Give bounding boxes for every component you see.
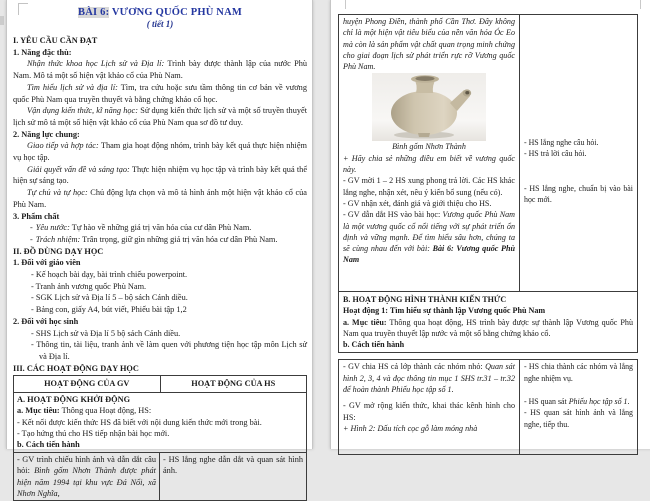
gv-cell bbox=[14, 453, 160, 501]
hs-end: . bbox=[627, 397, 630, 407]
paragraph bbox=[13, 105, 307, 128]
page-edge-mark bbox=[0, 16, 4, 25]
activities-table bbox=[13, 375, 307, 501]
ceramic-pot-photo bbox=[372, 73, 486, 141]
lesson-reference: Bài 6: Vương quốc Phù Nam bbox=[343, 244, 515, 265]
activity-b-heading: B. HOẠT ĐỘNG HÌNH THÀNH KIẾN THỨC bbox=[343, 295, 507, 304]
title-rest: VƯƠNG QUỐC PHÙ NAM bbox=[109, 7, 242, 18]
table-header-gv: HOẠT ĐỘNG CỦA GV bbox=[14, 376, 161, 391]
dash: - bbox=[30, 223, 33, 233]
hs-step: - HS lắng nghe, chuẩn bị vào bài học mới. bbox=[524, 183, 633, 204]
list-item-text: Tự hào về những giá trị văn hóa của cư dân Phù Nam. bbox=[69, 223, 252, 233]
paragraph-text: Thực hiện nhiệm vụ học tập và trình bày kết quả thể hiện sự sáng tạo. bbox=[13, 164, 307, 186]
heading-nang-luc-chung: 2. Năng lực chung: bbox=[13, 129, 80, 139]
paragraph bbox=[13, 82, 307, 105]
hs-step: - HS quan sát hình ảnh và lắng nghe, tiếp thu. bbox=[524, 408, 633, 429]
list-item: - SGK Lịch sử và Địa lí 5 – bộ sách Cánh diều. bbox=[31, 293, 188, 303]
table-header-row bbox=[14, 376, 306, 391]
paragraph-lead: Vận dụng kiến thức, kĩ năng học: bbox=[27, 106, 139, 116]
gv-cell bbox=[339, 360, 520, 454]
hs-cell bbox=[520, 15, 637, 291]
hs-step: - HS trả lời câu hỏi. bbox=[524, 149, 587, 159]
paragraph-text: Trình bày được thành lập của nước Phù Nam. Mô tả một số hiện vật khảo cổ của Phù Nam. bbox=[13, 59, 307, 81]
paragraph-text: Chủ động lựa chọn và mô tả hình ảnh một hiện vật khảo cổ của Phù Nam. bbox=[13, 188, 307, 209]
gv-step: - GV mời 1 – 2 HS xung phong trả lời. Các HS khác lắng nghe, nhận xét, nêu ý kiến bổ sung (nếu có). bbox=[343, 176, 515, 197]
activities-table-continued bbox=[338, 14, 638, 353]
paragraph bbox=[13, 140, 307, 163]
muc-tieu-label: a. Mục tiêu: bbox=[343, 317, 387, 327]
paragraph-lead: Giao tiếp và hợp tác: bbox=[27, 141, 99, 151]
table-row-gv-hs bbox=[14, 452, 306, 501]
heading-cac-hoat-dong: III. CÁC HOẠT ĐỘNG DẠY HỌC bbox=[13, 363, 139, 373]
paragraph-text: Sử dụng kiến thức lịch sử và một số truyền thuyết lịch sử mô tả một số hiện vật khảo cổ của Phù Nam qua sơ đồ tư duy. bbox=[13, 106, 307, 127]
gv-lead: - GV trình chiếu hình ảnh và dẫn dắt câu hỏi: bbox=[17, 454, 156, 476]
cach-tien-hanh-heading: b. Cách tiến hành bbox=[17, 440, 80, 450]
gv-step: - GV nhận xét, đánh giá và giới thiệu cho HS. bbox=[343, 198, 492, 208]
list-item-lead: Yêu nước: bbox=[35, 223, 70, 233]
spacer bbox=[524, 384, 633, 396]
hs-cell bbox=[520, 360, 637, 454]
gv-lead: - GV chia HS cả lớp thành các nhóm nhỏ: bbox=[343, 362, 486, 372]
gv-quote: Vương quốc Phù Nam là một vương quốc cổ nổi tiếng với sự phát triển ổn định và vững mạnh. Để tìm hiểu sâu hơn, chúng ta sẽ cùng nhau đến với bài: bbox=[343, 210, 515, 254]
muc-tieu-text: Thông qua hoạt động, HS trình bày được sự thành lập Vương quốc Phù Nam qua truyền thuyết lập nước và một số bằng chứng khảo cổ. bbox=[343, 317, 633, 338]
list-item: - SHS Lịch sử và Địa lí 5 bộ sách Cánh diều. bbox=[31, 328, 181, 338]
muc-tieu-line bbox=[343, 317, 633, 340]
list-item-lead: Trách nhiệm: bbox=[35, 234, 81, 244]
table-row-hinh-thanh-kien-thuc bbox=[339, 291, 637, 352]
list-item bbox=[13, 234, 307, 246]
list-item-text: Trân trọng, giữ gìn những giá trị văn hóa cư dân Phù Nam. bbox=[80, 234, 278, 244]
list-item: - Tạo hứng thú cho HS tiếp nhận bài học mới. bbox=[17, 429, 170, 439]
table-row-khoi-dong bbox=[14, 392, 306, 452]
table-row-gv-hs-2 bbox=[338, 359, 638, 455]
hs-ref: Phiếu học tập số 1 bbox=[568, 397, 628, 407]
hs-lead: - HS quan sát bbox=[524, 397, 569, 407]
gv-cell bbox=[339, 15, 520, 291]
paragraph-lead: Tự chủ và tự học: bbox=[27, 188, 88, 198]
paragraph bbox=[13, 58, 307, 81]
highlighted-title-part: BÀI 6: bbox=[78, 7, 110, 18]
gv-step: - GV mở rộng kiến thức, khai thác kênh hình cho HS: bbox=[343, 401, 515, 422]
hs-text: - HS lắng nghe dẫn dắt và quan sát hình ảnh. bbox=[163, 454, 303, 476]
heading-yeu-cau-can-dat: I. YÊU CẦU CẦN ĐẠT bbox=[13, 36, 98, 45]
cach-tien-hanh-heading: b. Cách tiến hành bbox=[343, 340, 405, 350]
paragraph-text: Tìm, tra cứu hoặc sưu tầm thông tin cơ bản về vương quốc Phù Nam qua truyền thuyết và bằng chứng khảo cổ học. bbox=[13, 82, 307, 104]
spacer bbox=[524, 160, 633, 183]
image-caption: Bình gốm Nhơn Thành bbox=[392, 142, 466, 152]
lesson-title bbox=[13, 6, 307, 19]
gv-task: Quan sát hình 2, 3, 4 và đọc thông tin mục 1 SHS tr.31 – tr.32 để hoàn thành Phiếu học tập số 1. bbox=[343, 362, 515, 395]
heading-doi-voi-giao-vien: 1. Đối với giáo viên bbox=[13, 258, 81, 268]
gv-step bbox=[343, 361, 515, 395]
list-item: - Kết nối được kiến thức HS đã biết với nội dung kiến thức mới trong bài. bbox=[17, 417, 262, 427]
list-item: - Kế hoạch bài dạy, bài trình chiếu powerpoint. bbox=[31, 270, 188, 280]
muc-tieu-label: a. Mục tiêu: bbox=[17, 406, 60, 416]
paragraph-lead: Tìm hiểu lịch sử và địa lí: bbox=[27, 82, 118, 92]
muc-tieu-line bbox=[17, 405, 303, 416]
hs-step: - HS chia thành các nhóm và lắng nghe nhiệm vụ. bbox=[524, 362, 633, 383]
page-left bbox=[6, 0, 313, 499]
heading-nang-dac-thu: 1. Năng đặc thù: bbox=[13, 47, 72, 57]
gv-quote-continued: huyện Phong Điền, thành phố Cần Thơ. Đây không chỉ là một hiện vật tiêu biểu của nền văn hóa Óc Eo mà còn là sản phẩm vật chất quan trọng minh chứng cho giai đoạn lịch sử phát triển rực rỡ Vương quốc Phù Nam. bbox=[343, 17, 515, 72]
heading-doi-voi-hoc-sinh: 2. Đối với học sinh bbox=[13, 316, 79, 326]
list-item: - Tranh ảnh vương quốc Phù Nam. bbox=[31, 281, 147, 291]
crop-mark bbox=[640, 0, 641, 9]
gv-question: + Hãy chia sẻ những điều em biết về vương quốc này. bbox=[343, 153, 515, 175]
spacer bbox=[524, 16, 633, 137]
heading-pham-chat: 3. Phẩm chất bbox=[13, 211, 60, 221]
paragraph-lead: Nhận thức khoa học Lịch sử và Địa lí: bbox=[27, 59, 165, 69]
heading-do-dung-day-hoc: II. ĐỒ DÙNG DẠY HỌC bbox=[13, 246, 104, 256]
gv-step bbox=[343, 209, 515, 265]
activity-a-heading: A. HOẠT ĐỘNG KHỞI ĐỘNG bbox=[17, 394, 131, 404]
hs-step bbox=[524, 396, 633, 407]
crop-mark bbox=[18, 3, 28, 15]
table-row-gv-hs bbox=[339, 15, 637, 291]
page-right bbox=[330, 0, 650, 449]
gv-text bbox=[17, 454, 156, 500]
paragraph-text: Tham gia hoạt động nhóm, trình bày kết quả thực hiện nhiệm vụ học tập. bbox=[13, 141, 307, 163]
list-item: - Thông tin, tài liệu, tranh ảnh về làm quen với phương tiện học tập môn Lịch sử và Địa lí. bbox=[31, 340, 307, 361]
paragraph-lead: Giải quyết vấn đề và sáng tạo: bbox=[27, 164, 130, 174]
paragraph bbox=[13, 187, 307, 210]
gv-lead: - GV dẫn dắt HS vào bài học: bbox=[343, 210, 443, 220]
paragraph bbox=[13, 164, 307, 187]
hoat-dong-1-heading: Hoạt động 1: Tìm hiểu sự thành lập Vương quốc Phù Nam bbox=[343, 306, 546, 316]
list-item: - Bảng con, giấy A4, bút viết, Phiếu bài tập 1,2 bbox=[31, 305, 187, 315]
lesson-subtitle: ( tiết 1) bbox=[146, 19, 174, 29]
list-item bbox=[13, 222, 307, 234]
gv-step: + Hình 2: Dấu tích cọc gỗ làm móng nhà bbox=[343, 423, 478, 433]
dash: - bbox=[30, 234, 33, 244]
hs-step: - HS lắng nghe câu hỏi. bbox=[524, 138, 599, 147]
crop-mark bbox=[345, 0, 346, 9]
gv-quote: Bình gốm Nhơn Thành được phát hiện năm 1994 tại khu vực Đá Nổi, xã Nhơn Nghĩa, bbox=[17, 466, 156, 499]
hs-cell bbox=[160, 453, 306, 501]
muc-tieu-text: Thông qua Hoạt động, HS: bbox=[59, 406, 152, 416]
table-header-hs: HOẠT ĐỘNG CỦA HS bbox=[191, 379, 276, 389]
